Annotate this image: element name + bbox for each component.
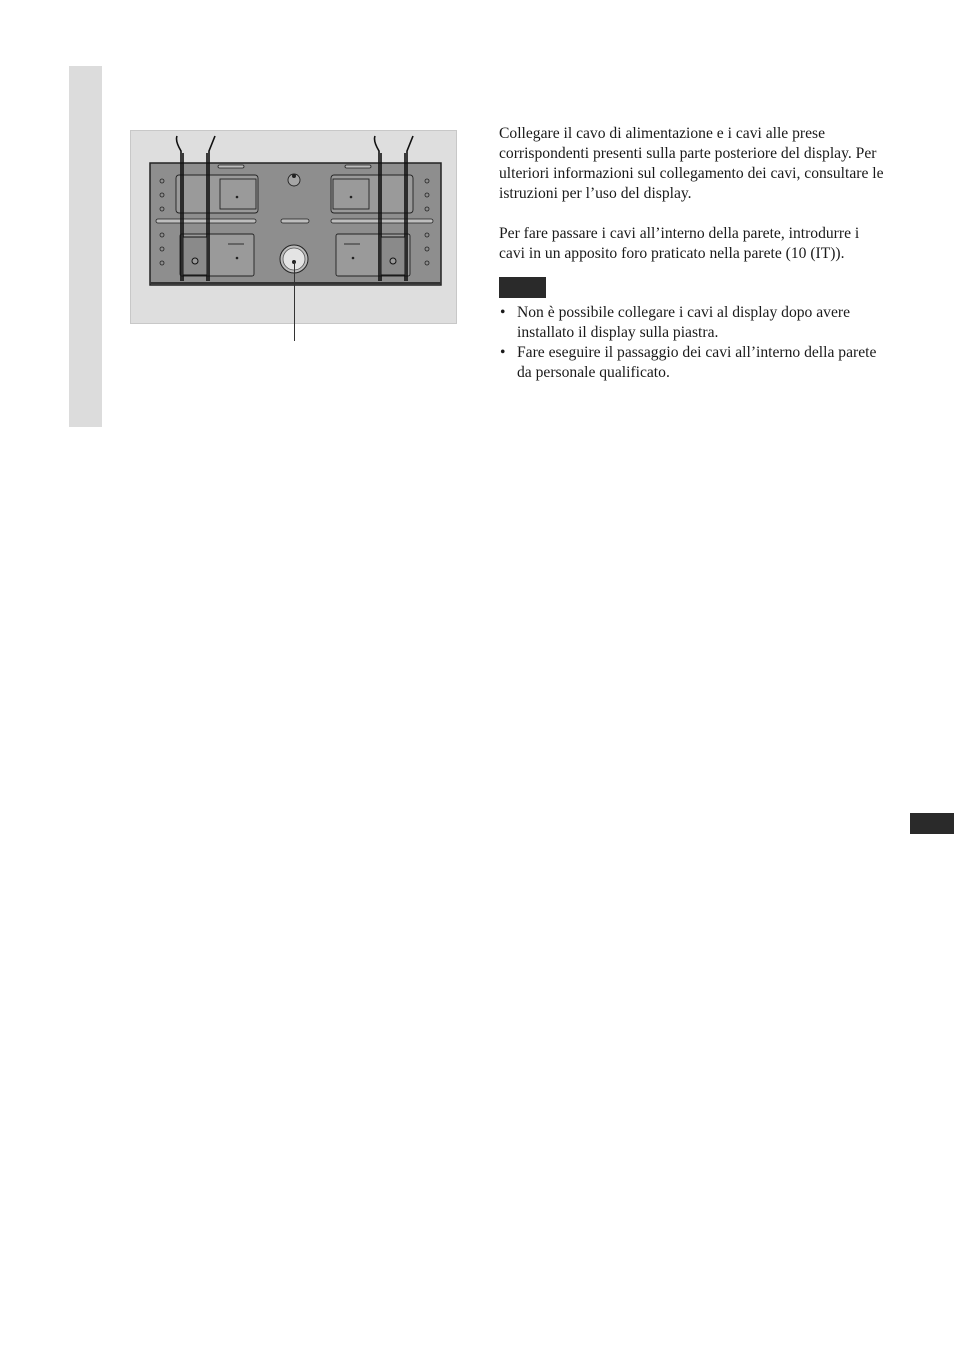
paragraph-connect-cables: Collegare il cavo di alimentazione e i cavi alle prese corrispondenti presenti sulla parte posteriore del display. Per ulteriori informazioni sul collegamento dei cavi, consultare le istruzioni per l’uso del display. [499, 125, 884, 202]
note-badge [499, 277, 546, 298]
notes-list [499, 303, 889, 383]
list-item: • Non è possibile collegare i cavi al display dopo avere installato il display sulla piastra. [499, 303, 889, 343]
paragraph-wall-routing: Per fare passare i cavi all’interno della parete, introdurre i cavi in un apposito foro praticato nella parete (10 (IT)). [499, 225, 860, 262]
instructions-column [499, 124, 889, 383]
list-item: • Fare eseguire il passaggio dei cavi all’interno della parete da personale qualificato. [499, 343, 889, 383]
language-tab [910, 813, 954, 834]
callout-leader-line [294, 262, 295, 341]
section-side-bar [69, 66, 102, 427]
